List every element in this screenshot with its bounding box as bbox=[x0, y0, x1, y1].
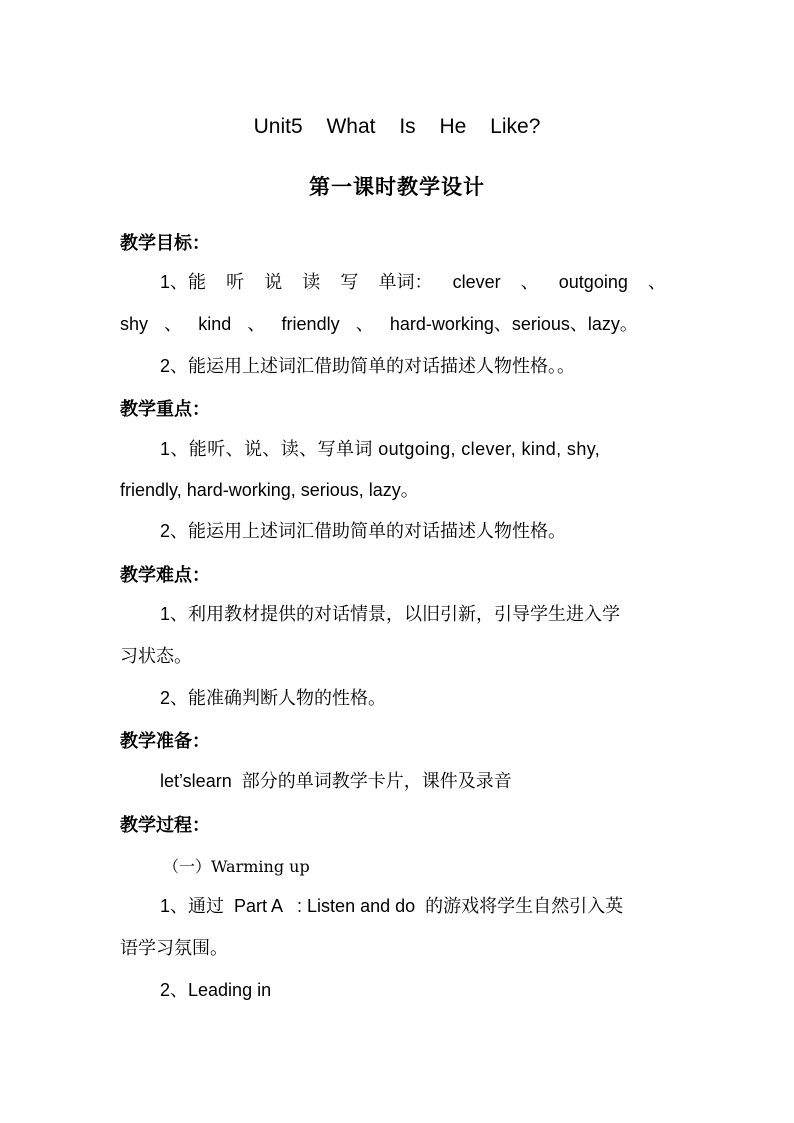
objectives-item1-part: 单词： bbox=[378, 272, 433, 292]
objectives-item1-part: 、 bbox=[647, 272, 666, 292]
difficulties-item1-line2: 习状态。 bbox=[120, 646, 192, 666]
objectives-item1-part: shy bbox=[120, 314, 149, 334]
objectives-item1-part: 、 bbox=[520, 272, 539, 292]
objectives-item1-part: 写 bbox=[340, 272, 359, 292]
key-points-item2: 2、能运用上述词汇借助简单的对话描述人物性格。 bbox=[160, 521, 567, 541]
objectives-item1-part: 听 bbox=[226, 272, 245, 292]
difficulties-item2: 2、能准确判断人物的性格。 bbox=[160, 688, 387, 708]
objectives-heading: 教学目标： bbox=[120, 233, 210, 253]
process-item1-line1: 1、通过 Part A : Listen and do 的游戏将学生自然引入英 bbox=[160, 896, 624, 916]
objectives-item1-part: 说 bbox=[264, 272, 283, 292]
document-title-chinese: 第一课时教学设计 bbox=[309, 176, 485, 199]
objectives-item1-part: 1、能 bbox=[160, 272, 207, 292]
objectives-item1-line2 bbox=[120, 313, 638, 335]
process-item2: 2、Leading in bbox=[160, 980, 272, 1000]
process-heading: 教学过程： bbox=[120, 815, 210, 835]
objectives-item2: 2、能运用上述词汇借助简单的对话描述人物性格。。 bbox=[160, 356, 576, 376]
process-item1-line2: 语学习氛围。 bbox=[120, 938, 228, 958]
objectives-item1-part: clever bbox=[452, 272, 501, 292]
objectives-item1-part: 读 bbox=[302, 272, 321, 292]
preparation-heading: 教学准备： bbox=[120, 731, 210, 751]
objectives-item1-part: outgoing bbox=[558, 272, 628, 292]
difficulties-item1-line1: 1、利用教材提供的对话情景，以旧引新，引导学生进入学 bbox=[160, 604, 621, 624]
preparation-item1: let’slearn 部分的单词教学卡片，课件及录音 bbox=[160, 771, 512, 791]
key-points-heading: 教学重点： bbox=[120, 399, 210, 419]
objectives-item1-line1 bbox=[160, 271, 666, 293]
difficulties-heading: 教学难点： bbox=[120, 565, 210, 585]
process-step1: （一）Warming up bbox=[163, 857, 310, 876]
objectives-item1-part: kind bbox=[198, 314, 232, 334]
objectives-item1-part: friendly bbox=[281, 314, 340, 334]
document-title-english: Unit5 What Is He Like? bbox=[253, 115, 541, 138]
objectives-item1-part: hard-working、serious、lazy。 bbox=[389, 314, 638, 334]
key-points-item1-line2: friendly, hard-working, serious, lazy。 bbox=[120, 480, 419, 500]
objectives-item1-part: 、 bbox=[247, 314, 266, 334]
objectives-item1-part: 、 bbox=[164, 314, 183, 334]
key-points-item1-line1: 1、能听、说、读、写单词 outgoing, clever, kind, shy, bbox=[160, 439, 601, 459]
objectives-item1-part: 、 bbox=[355, 314, 374, 334]
